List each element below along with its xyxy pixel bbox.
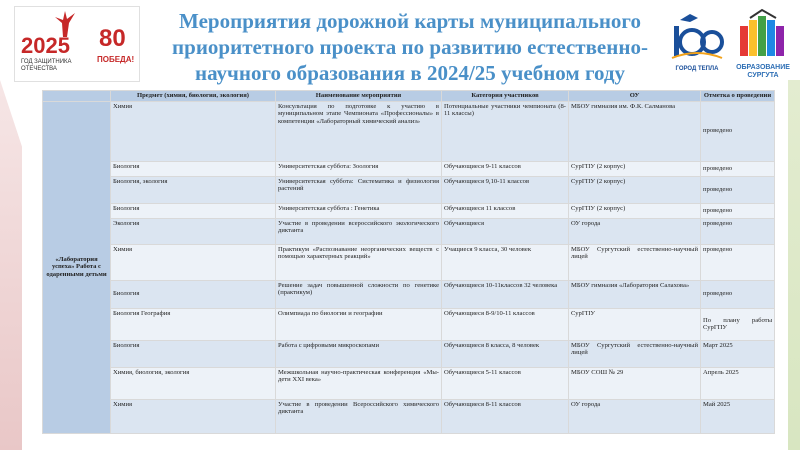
cell-subject: Экология	[111, 218, 276, 244]
cell-status: По плану работы СурГПУ	[701, 308, 775, 340]
table-row	[43, 218, 775, 244]
cell-status: проведено	[701, 280, 775, 308]
cell-event: Университетская суббота : Генетика	[276, 203, 442, 218]
cell-event: Консультация по подготовке к участию в муниципальном этапе Чемпионата «Профессионалы» в компетенции «Лабораторный химический анализ»	[276, 101, 442, 161]
defender-year: 2025	[21, 33, 70, 58]
page-title	[150, 8, 670, 86]
cell-school: МБОУ Сургутский естественно-научный лицей	[569, 340, 701, 367]
cell-participants: Обучающиеся 5-11 классов	[442, 367, 569, 399]
cell-school: МБОУ Сургутский естественно-научный лицей	[569, 244, 701, 280]
education-city: СУРГУТА	[747, 72, 779, 79]
table-row	[43, 101, 775, 161]
cell-subject: Биология	[111, 280, 276, 308]
cell-event: Университетская суббота: Систематика и физиология растений	[276, 176, 442, 203]
cell-event: Работа с цифровыми микроскопами	[276, 340, 442, 367]
cell-event: Межшкольная научно-практическая конференция «Мы- дети XXI века»	[276, 367, 442, 399]
table-row	[43, 203, 775, 218]
cell-status: проведено	[701, 203, 775, 218]
victory-80-logo	[97, 21, 137, 77]
education-caption	[732, 64, 794, 80]
cell-subject: Химия	[111, 101, 276, 161]
defender-caption: ГОД ЗАЩИТНИКА ОТЕЧЕСТВА	[21, 59, 72, 72]
surgut-city-logo	[668, 10, 726, 74]
cell-subject: Химия	[111, 399, 276, 433]
table-row	[43, 308, 775, 340]
cell-school: СурГПУ (2 корпус)	[569, 176, 701, 203]
cell-event: Олимпиада по биологии и географии	[276, 308, 442, 340]
cell-participants: Обучающиеся 11 классов	[442, 203, 569, 218]
cell-event: Практикум «Распознавание неорганических веществ с помощью характерных реакций»	[276, 244, 442, 280]
header-event: Наименование мероприятия	[276, 91, 442, 102]
header-participants: Категория участников	[442, 91, 569, 102]
cell-school: МБОУ гимназия им. Ф.К. Салманова	[569, 101, 701, 161]
cell-status: Март 2025	[701, 340, 775, 367]
surgut-450-emblem-icon	[668, 10, 726, 66]
cell-participants: Учащиеся 9 класса, 30 человек	[442, 244, 569, 280]
cell-school: ОУ города	[569, 399, 701, 433]
cell-subject: Химия	[111, 244, 276, 280]
table-row	[43, 340, 775, 367]
cell-subject: Биология	[111, 161, 276, 176]
cell-status: проведено	[701, 176, 775, 203]
table-row	[43, 176, 775, 203]
cell-status: проведено	[701, 218, 775, 244]
cell-school: СурГПУ	[569, 308, 701, 340]
left-decoration	[0, 80, 22, 450]
cell-status: проведено	[701, 244, 775, 280]
header-school: ОУ	[569, 91, 701, 102]
header-group	[43, 91, 111, 102]
cell-participants: Обучающиеся 8 класса, 8 человек	[442, 340, 569, 367]
right-decoration	[788, 80, 800, 450]
cell-school: ОУ города	[569, 218, 701, 244]
cell-participants: Обучающиеся	[442, 218, 569, 244]
surgut-caption: ГОРОД ТЕПЛА	[675, 66, 719, 72]
table-row	[43, 161, 775, 176]
cell-event: Участие в проведении всероссийского экологического диктанта	[276, 218, 442, 244]
cell-status: проведено	[701, 101, 775, 161]
cell-event: Решение задач повышенной сложности по генетике (практикум)	[276, 280, 442, 308]
table-row	[43, 367, 775, 399]
cell-participants: Обучающиеся 8-11 классов	[442, 399, 569, 433]
cell-participants: Потенциальные участники чемпионата (8-11 классы)	[442, 101, 569, 161]
cell-subject: Биология	[111, 340, 276, 367]
cell-participants: Обучающиеся 10-11классов 32 человека	[442, 280, 569, 308]
cell-subject: Биология География	[111, 308, 276, 340]
cell-status: Апрель 2025	[701, 367, 775, 399]
table-row	[43, 399, 775, 433]
cell-school: СурГПУ (2 корпус)	[569, 203, 701, 218]
defender-year-logo	[14, 6, 140, 82]
table-row	[43, 280, 775, 308]
cell-participants: Обучающиеся 9-11 классов	[442, 161, 569, 176]
title-line-2: приоритетного проекта по развитию естественно-	[172, 35, 648, 59]
cell-event: Участие в проведении Всероссийского химического диктанта	[276, 399, 442, 433]
group-label: «Лаборатория успеха» Работа с одаренными детьми	[43, 101, 111, 433]
cell-school: МБОУ гимназия «Лаборатория Салахова»	[569, 280, 701, 308]
header-subject: Предмет (химия, биология, экология)	[111, 91, 276, 102]
victory-number: 80	[99, 25, 126, 52]
roadmap-table	[42, 90, 775, 434]
education-surgut-logo	[732, 8, 794, 78]
victory-word: ПОБЕДА!	[97, 55, 135, 64]
cell-subject: Биология, экология	[111, 176, 276, 203]
cell-status: проведено	[701, 161, 775, 176]
cell-participants: Обучающиеся 9,10-11 классов	[442, 176, 569, 203]
header-status: Отметка о проведении	[701, 91, 775, 102]
table-header-row	[43, 91, 775, 102]
table-row	[43, 244, 775, 280]
cell-school: СурГПУ (2 корпус)	[569, 161, 701, 176]
education-word: ОБРАЗОВАНИЕ	[736, 64, 790, 71]
cell-participants: Обучающиеся 8-9/10-11 классов	[442, 308, 569, 340]
title-line-3: научного образования в 2024/25 учебном году	[195, 61, 625, 85]
cell-status: Май 2025	[701, 399, 775, 433]
books-icon	[732, 8, 794, 62]
cell-school: МБОУ СОШ № 29	[569, 367, 701, 399]
cell-event: Университетская суббота: Зоология	[276, 161, 442, 176]
cell-subject: Химия, биология, экология	[111, 367, 276, 399]
cell-subject: Биология	[111, 203, 276, 218]
title-line-1: Мероприятия дорожной карты муниципального	[179, 9, 641, 33]
